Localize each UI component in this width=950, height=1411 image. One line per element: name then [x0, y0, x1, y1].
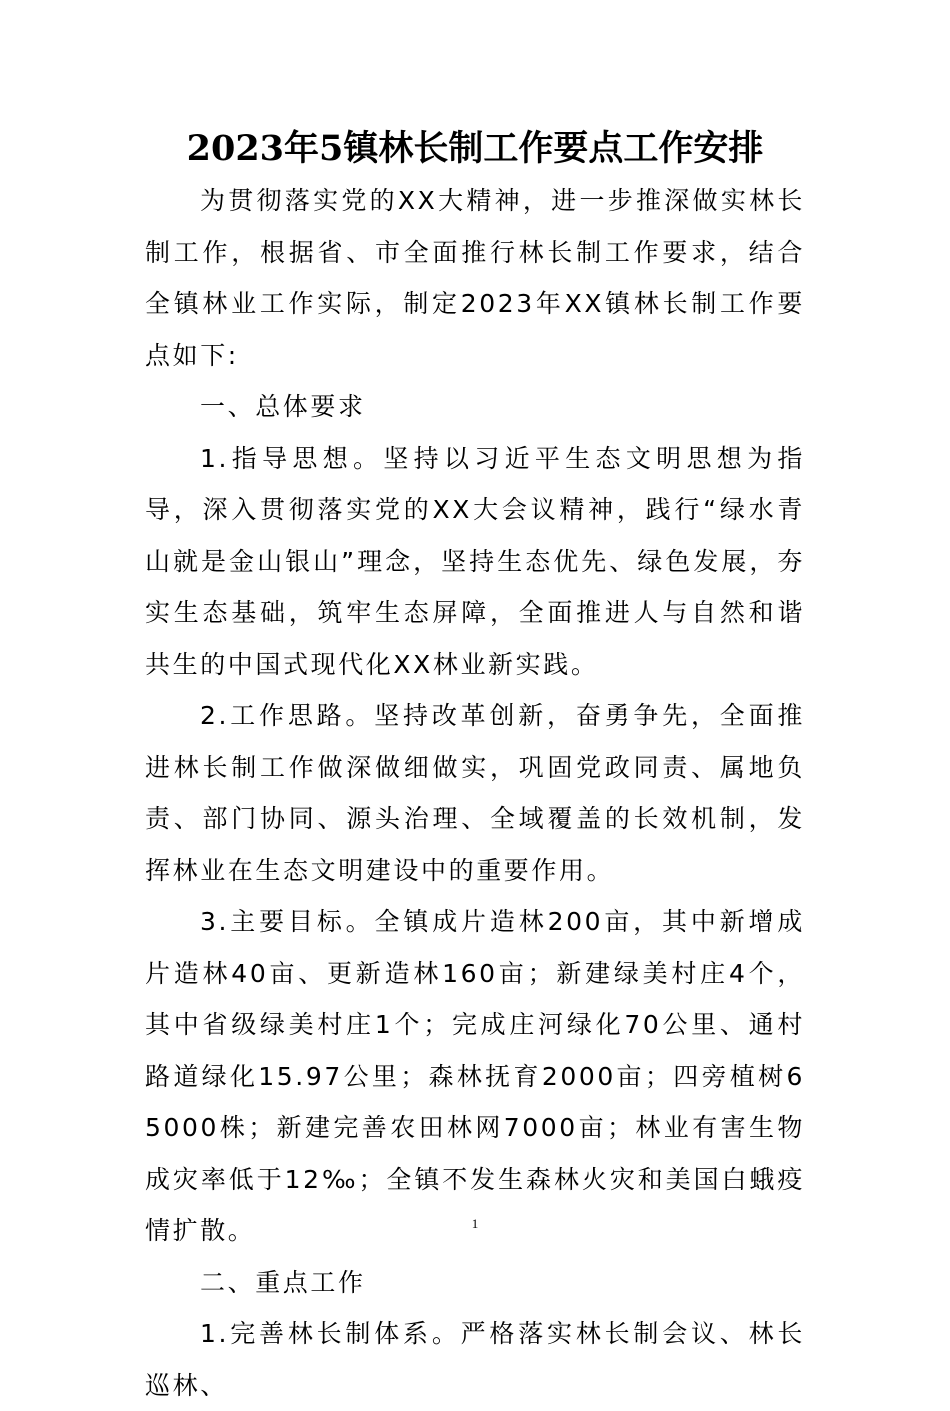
- paragraph-main-targets: 3.主要目标。全镇成片造林200亩，其中新增成片造林40亩、更新造林160亩；新建绿美村庄4个，其中省级绿美村庄1个；完成庄河绿化70公里、通村路道绿化15.97公里；森林抚育2000亩；四旁植树65000株；新建完善农田林网7000亩；林业有害生物成灾率低于12‰；全镇不发生森林火灾和美国白蛾疫情扩散。: [145, 907, 805, 1245]
- section-heading-key-work: 二、重点工作: [200, 1267, 366, 1297]
- paragraph-intro: 为贯彻落实党的XX大精神，进一步推深做实林长制工作，根据省、市全面推行林长制工作要求，结合全镇林业工作实际，制定2023年XX镇林长制工作要点如下:: [145, 186, 805, 370]
- section-heading-overall-requirements: 一、总体要求: [200, 392, 366, 421]
- document-title: 2023年5镇林长制工作要点工作安排: [186, 128, 764, 169]
- paragraph-guiding-ideology: 1.指导思想。坚持以习近平生态文明思想为指导，深入贯彻落实党的XX大会议精神，践行“绿水青山就是金山银山”理念，坚持生态优先、绿色发展，夯实生态基础，筑牢生态屏障，全面推进人与自然和谐共生的中国式现代化XX林业新实践。: [145, 443, 805, 679]
- page-number: 1: [471, 1216, 479, 1231]
- paragraph-work-approach: 2.工作思路。坚持改革创新，奋勇争先，全面推进林长制工作做深做细做实，巩固党政同责、属地负责、部门协同、源头治理、全域覆盖的长效机制，发挥林业在生态文明建设中的重要作用。: [145, 701, 805, 885]
- paragraph-improve-system: 1.完善林长制体系。严格落实林长制会议、林长巡林、: [145, 1319, 805, 1400]
